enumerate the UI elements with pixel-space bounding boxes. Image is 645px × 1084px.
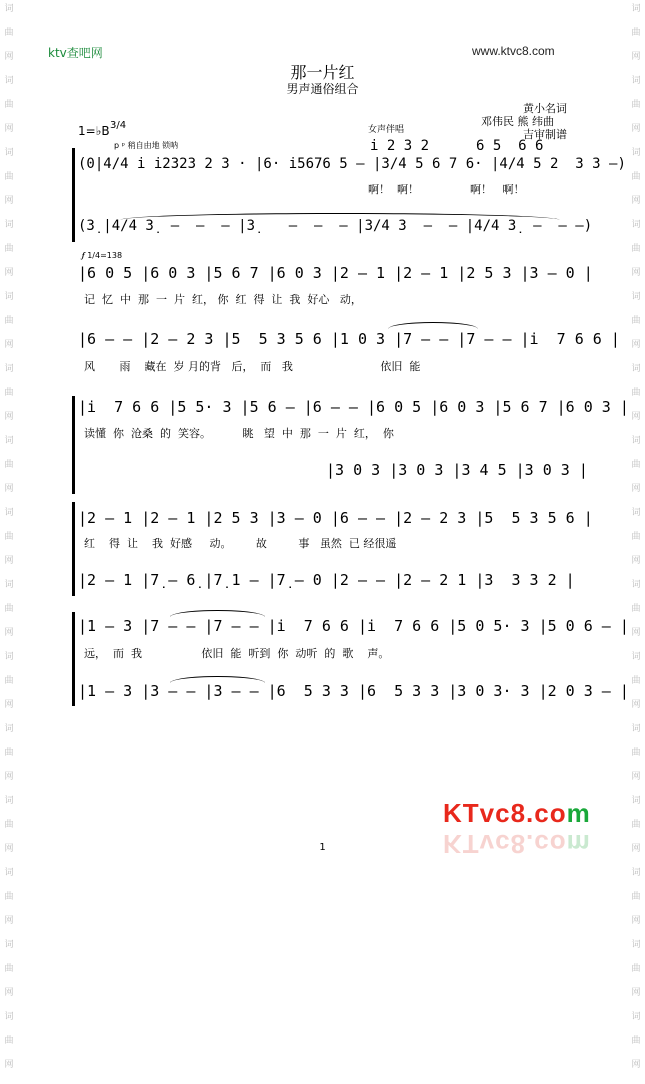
watermark-char: 曲: [4, 892, 14, 902]
watermark-char: 曲: [4, 820, 14, 830]
watermark-char: 网: [631, 772, 641, 782]
watermark-char: 网: [4, 556, 14, 566]
page-number: 1: [319, 842, 326, 853]
watermark-char: 网: [4, 484, 14, 494]
watermark-char: 网: [631, 52, 641, 62]
watermark-char: 曲: [4, 244, 14, 254]
watermark-char: 曲: [4, 1036, 14, 1046]
watermark-char: 曲: [631, 892, 641, 902]
watermark-char: 词: [4, 940, 14, 950]
watermark-char: 曲: [631, 388, 641, 398]
watermark-char: 网: [631, 700, 641, 710]
female-notes-1: i 2 3 2: [370, 138, 430, 154]
watermark-char: 网: [4, 988, 14, 998]
time-signature: 3/4: [110, 120, 127, 131]
watermark-char: 词: [4, 652, 14, 662]
lyric-line: 风 雨 藏在 岁 月的背 后， 而 我 依旧 能: [84, 360, 421, 373]
right-watermark-column: [629, 4, 643, 1084]
watermark-char: 曲: [631, 604, 641, 614]
watermark-char: 词: [631, 652, 641, 662]
footer-logo[interactable]: [443, 798, 591, 829]
watermark-char: 曲: [4, 748, 14, 758]
female-notes-2: 6 5 6 6: [476, 138, 544, 154]
watermark-char: 网: [4, 1060, 14, 1070]
watermark-char: 词: [631, 508, 641, 518]
notation-row: |i 7 6 6 |5 5· 3 |5 6 — |6 — — |6 0 5 |6 0 3 |5 6 7 |6 0 3 |: [78, 398, 629, 416]
watermark-char: 词: [631, 940, 641, 950]
watermark-char: 曲: [4, 676, 14, 686]
watermark-char: 网: [4, 52, 14, 62]
system-bracket-4: [72, 612, 75, 706]
watermark-char: 曲: [4, 28, 14, 38]
watermark-char: 曲: [631, 28, 641, 38]
watermark-char: 词: [4, 724, 14, 734]
watermark-char: 曲: [631, 964, 641, 974]
watermark-char: 曲: [4, 532, 14, 542]
tempo-mark: 𝆑 1/4=138: [82, 251, 123, 260]
footer-logo-text-end: m: [566, 798, 591, 828]
watermark-char: 网: [631, 340, 641, 350]
lyric-line: 远， 而 我 依旧 能 听到 你 动听 的 歌 声。: [84, 647, 390, 660]
watermark-char: 网: [4, 700, 14, 710]
notation-row: |3 0 3 |3 0 3 |3 4 5 |3 0 3 |: [326, 461, 588, 479]
lyricist-credit: 黄小名词: [523, 102, 567, 115]
watermark-char: 网: [4, 340, 14, 350]
lyric-line: 记 忆 中 那 一 片 红， 你 红 得 让 我 好心 动，: [84, 293, 362, 306]
watermark-char: 词: [4, 1012, 14, 1022]
watermark-char: 词: [4, 796, 14, 806]
watermark-char: 网: [4, 916, 14, 926]
watermark-char: 曲: [4, 172, 14, 182]
watermark-char: 词: [631, 148, 641, 158]
watermark-char: 网: [631, 1060, 641, 1070]
watermark-char: 词: [4, 148, 14, 158]
watermark-char: 曲: [631, 748, 641, 758]
watermark-char: 网: [4, 268, 14, 278]
system-bracket-3: [72, 502, 75, 596]
system-bracket-1: [72, 148, 75, 242]
watermark-char: 网: [631, 916, 641, 926]
watermark-char: 词: [4, 4, 14, 14]
notation-row: |6 0 5 |6 0 3 |5 6 7 |6 0 3 |2 — 1 |2 — 1 |2 5 3 |3 — 0 |: [78, 264, 593, 282]
notation-row: (3̣ |4/4 3̣ — — — |3̣ — — — |3/4 3 — — |4/4 3̣ — — —): [78, 218, 593, 234]
watermark-char: 词: [631, 724, 641, 734]
watermark-char: 网: [631, 844, 641, 854]
watermark-char: 词: [631, 76, 641, 86]
composer-credit: 邓伟民 熊 纬曲: [481, 115, 554, 128]
notation-row: |1 — 3 |3 — — |3 — — |6 5 3 3 |6 5 3 3 |3 0 3· 3 |2 0 3 — |: [78, 682, 629, 700]
watermark-char: 词: [4, 220, 14, 230]
notation-row: |1 — 3 |7 — — |7 — — |i 7 6 6 |i 7 6 6 |5 0 5· 3 |5 0 6 — |: [78, 617, 629, 635]
watermark-char: 词: [631, 580, 641, 590]
watermark-char: 曲: [4, 604, 14, 614]
watermark-char: 曲: [631, 100, 641, 110]
slur-arc: [388, 322, 478, 329]
song-title: 那一片红: [290, 63, 355, 82]
watermark-char: 网: [631, 556, 641, 566]
watermark-char: 词: [631, 436, 641, 446]
watermark-char: 词: [4, 364, 14, 374]
watermark-char: 网: [631, 196, 641, 206]
watermark-char: 网: [631, 484, 641, 494]
watermark-char: 曲: [4, 460, 14, 470]
watermark-char: 曲: [631, 460, 641, 470]
watermark-char: 词: [4, 436, 14, 446]
watermark-char: 词: [4, 508, 14, 518]
watermark-char: 网: [631, 124, 641, 134]
watermark-char: 曲: [631, 316, 641, 326]
watermark-char: 词: [631, 796, 641, 806]
watermark-char: 曲: [631, 244, 641, 254]
song-subtitle: 男声通俗组合: [286, 82, 359, 96]
watermark-char: 曲: [4, 964, 14, 974]
watermark-char: 词: [631, 292, 641, 302]
lyric-line: 啊！ 啊！: [470, 183, 525, 196]
footer-logo-text: KTvc8.co: [443, 798, 567, 828]
watermark-char: 网: [4, 412, 14, 422]
slur-arc: [170, 676, 265, 683]
watermark-char: 网: [4, 124, 14, 134]
watermark-char: 曲: [4, 100, 14, 110]
watermark-char: 曲: [631, 676, 641, 686]
arranger-credit: 吉审制谱: [523, 128, 567, 141]
watermark-char: 词: [4, 868, 14, 878]
watermark-char: 曲: [4, 316, 14, 326]
site-url[interactable]: www.ktvc8.com: [472, 44, 555, 58]
female-chorus-label: 女声伴唱: [368, 125, 405, 135]
watermark-char: 网: [631, 988, 641, 998]
notation-row: |2 — 1 |2 — 1 |2 5 3 |3 — 0 |6 — — |2 — 2 3 |5 5 3 5 6 |: [78, 509, 593, 527]
system-bracket-2: [72, 396, 75, 494]
notation-row: |6 — — |2 — 2 3 |5 5 3 5 6 |1 0 3 |7 — — |7 — — |i 7 6 6 |: [78, 330, 620, 348]
footer-logo-reflection: KTvc8.com: [443, 829, 591, 859]
watermark-char: 曲: [631, 172, 641, 182]
watermark-char: 词: [631, 4, 641, 14]
watermark-char: 曲: [631, 820, 641, 830]
slur-arc: [120, 213, 560, 220]
watermark-char: 曲: [631, 1036, 641, 1046]
watermark-char: 词: [631, 364, 641, 374]
watermark-char: 网: [631, 268, 641, 278]
watermark-char: 词: [631, 868, 641, 878]
slur-arc: [170, 610, 265, 617]
site-name[interactable]: ktv查吧网: [48, 46, 103, 60]
watermark-char: 词: [4, 292, 14, 302]
watermark-char: 曲: [631, 532, 641, 542]
watermark-char: 词: [631, 1012, 641, 1022]
watermark-char: 词: [4, 76, 14, 86]
watermark-char: 词: [4, 580, 14, 590]
expression-mark: p ᵖ 稍自由地 锁呐: [114, 141, 179, 150]
notation-row: (0|4/4 i i2323 2 3 · |6· i5676 5 — |3/4 5 6 7 6· |4/4 5 2 3 3 —): [78, 156, 626, 172]
watermark-char: 网: [4, 196, 14, 206]
lyric-line: 啊！ 啊！: [368, 183, 419, 196]
left-watermark-column: [2, 4, 16, 1084]
key-signature: 1=♭B: [78, 124, 110, 138]
watermark-char: 网: [4, 844, 14, 854]
lyric-line: 读懂 你 沧桑 的 笑容。 眺 望 中 那 一 片 红， 你: [84, 427, 394, 440]
notation-row: |2 — 1 |7̣ — 6̣ |7̣ 1 — |7̣ — 0 |2 — — |2 — 2 1 |3 3 3 2 |: [78, 571, 575, 589]
watermark-char: 网: [631, 412, 641, 422]
watermark-char: 网: [4, 772, 14, 782]
lyric-line: 红 得 让 我 好感 动。 故 事 虽然 已 经很遥: [84, 537, 397, 550]
watermark-char: 网: [631, 628, 641, 638]
watermark-char: 曲: [4, 388, 14, 398]
watermark-char: 词: [631, 220, 641, 230]
watermark-char: 网: [4, 628, 14, 638]
